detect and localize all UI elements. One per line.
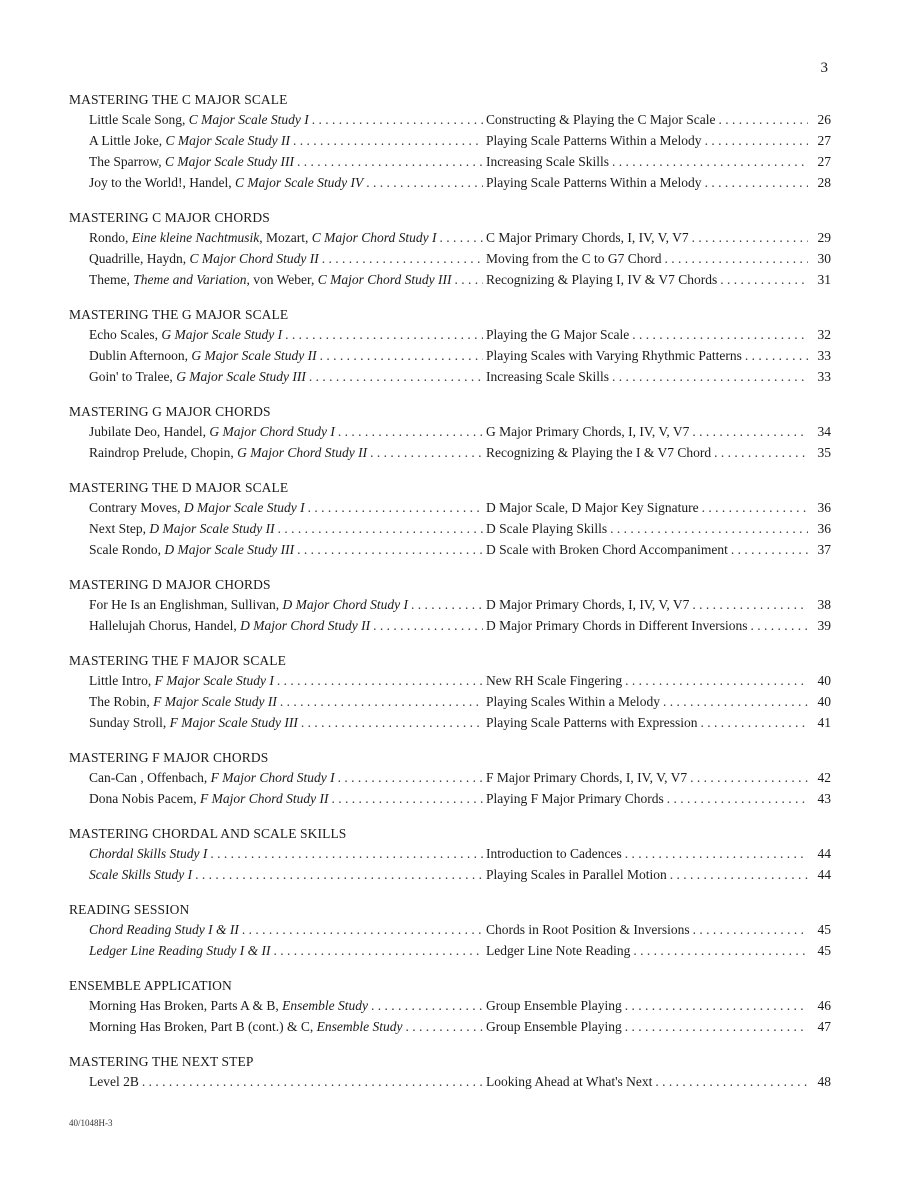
entry-page-number: 34 bbox=[817, 424, 831, 439]
entry-page-number: 44 bbox=[817, 846, 831, 861]
toc-entry bbox=[69, 1071, 831, 1092]
toc-entry bbox=[69, 248, 831, 269]
entry-study-name: G Major Chord Study II bbox=[237, 445, 368, 460]
entry-page-number: 39 bbox=[817, 618, 831, 633]
dot-leader bbox=[700, 712, 808, 733]
entry-page-number: 40 bbox=[817, 673, 831, 688]
entry-description-column bbox=[486, 151, 831, 172]
entry-page-number: 33 bbox=[817, 369, 831, 384]
entry-title: Dublin Afternoon, G Major Scale Study II bbox=[89, 348, 317, 363]
entry-study-name: Scale Skills Study I bbox=[89, 867, 193, 882]
entry-description-column bbox=[486, 788, 831, 809]
dot-leader bbox=[373, 615, 483, 636]
entry-description: D Major Primary Chords, I, IV, V, V7 bbox=[486, 597, 690, 612]
toc-section bbox=[69, 90, 831, 193]
toc-section bbox=[69, 208, 831, 290]
entry-title: Quadrille, Haydn, C Major Chord Study II bbox=[89, 251, 319, 266]
toc-entry bbox=[69, 1016, 831, 1037]
entry-description-column bbox=[486, 518, 831, 539]
entry-description-column bbox=[486, 1016, 831, 1037]
entry-title-column bbox=[69, 130, 486, 151]
entry-study-name: Ensemble Study bbox=[316, 1019, 403, 1034]
entry-title-column bbox=[69, 1071, 486, 1092]
toc-entry bbox=[69, 227, 831, 248]
dot-leader bbox=[625, 843, 808, 864]
entry-description-column bbox=[486, 995, 831, 1016]
toc-entry bbox=[69, 366, 831, 387]
entry-description: F Major Primary Chords, I, IV, V, V7 bbox=[486, 770, 688, 785]
entry-title: Scale Rondo, D Major Scale Study III bbox=[89, 542, 295, 557]
entry-page-number: 31 bbox=[817, 272, 831, 287]
entry-title-column bbox=[69, 1016, 486, 1037]
entry-description: D Scale Playing Skills bbox=[486, 521, 608, 536]
dot-leader bbox=[297, 539, 483, 560]
entry-page-number: 42 bbox=[817, 770, 831, 785]
entry-description: D Major Scale, D Major Key Signature bbox=[486, 500, 699, 515]
entry-description-column bbox=[486, 109, 831, 130]
entry-title-column bbox=[69, 670, 486, 691]
entry-study-name: F Major Chord Study II bbox=[199, 791, 329, 806]
entry-title-column bbox=[69, 366, 486, 387]
entry-page-number: 37 bbox=[817, 542, 831, 557]
toc-entry bbox=[69, 269, 831, 290]
entry-study-name: D Major Scale Study I bbox=[183, 500, 305, 515]
dot-leader bbox=[731, 539, 808, 560]
entry-page-number: 28 bbox=[817, 175, 831, 190]
entry-page-number: 41 bbox=[817, 715, 831, 730]
entry-description-column bbox=[486, 539, 831, 560]
entry-description: D Major Primary Chords in Different Inversions bbox=[486, 618, 748, 633]
toc-entry bbox=[69, 497, 831, 518]
dot-leader bbox=[625, 670, 808, 691]
toc-entry bbox=[69, 864, 831, 885]
dot-leader bbox=[195, 864, 483, 885]
entry-study-name: C Major Scale Study I bbox=[188, 112, 309, 127]
toc-section bbox=[69, 1052, 831, 1092]
dot-leader bbox=[142, 1071, 483, 1092]
dot-leader bbox=[612, 366, 808, 387]
entry-study-name: F Major Scale Study II bbox=[153, 694, 277, 709]
entry-study-name: D Major Scale Study III bbox=[164, 542, 295, 557]
dot-leader bbox=[331, 788, 483, 809]
entry-description: Playing Scales with Varying Rhythmic Patterns bbox=[486, 348, 742, 363]
entry-page-number: 38 bbox=[817, 597, 831, 612]
dot-leader bbox=[705, 172, 808, 193]
dot-leader bbox=[610, 518, 808, 539]
dot-leader bbox=[750, 615, 808, 636]
toc-entry bbox=[69, 324, 831, 345]
dot-leader bbox=[312, 109, 483, 130]
entry-title: Dona Nobis Pacem, F Major Chord Study II bbox=[89, 791, 329, 806]
toc-section bbox=[69, 402, 831, 463]
entry-title-column bbox=[69, 518, 486, 539]
entry-title-column bbox=[69, 995, 486, 1016]
dot-leader bbox=[663, 691, 808, 712]
entry-title-column bbox=[69, 843, 486, 864]
entry-description-column bbox=[486, 497, 831, 518]
entry-description: Moving from the C to G7 Chord bbox=[486, 251, 662, 266]
dot-leader bbox=[297, 151, 483, 172]
entry-description: Playing Scale Patterns with Expression bbox=[486, 715, 698, 730]
entry-title bbox=[89, 843, 207, 864]
dot-leader bbox=[210, 843, 483, 864]
entry-study-name: G Major Scale Study III bbox=[176, 369, 306, 384]
entry-description-column bbox=[486, 1071, 831, 1092]
entry-title: Sunday Stroll, F Major Scale Study III bbox=[89, 715, 298, 730]
entry-study-name: D Major Chord Study I bbox=[282, 597, 408, 612]
dot-leader bbox=[692, 227, 808, 248]
entry-page-number: 35 bbox=[817, 445, 831, 460]
entry-page-number: 30 bbox=[817, 251, 831, 266]
entry-italic-title: Theme and Variation bbox=[133, 272, 247, 287]
entry-description: Group Ensemble Playing bbox=[486, 998, 622, 1013]
toc-entry bbox=[69, 670, 831, 691]
entry-description: Playing Scale Patterns Within a Melody bbox=[486, 175, 702, 190]
entry-title-column bbox=[69, 767, 486, 788]
section-title: MASTERING F MAJOR CHORDS bbox=[69, 750, 269, 765]
entry-title: Goin' to Tralee, G Major Scale Study III bbox=[89, 369, 306, 384]
entry-study-name: Ledger Line Reading Study I & II bbox=[89, 943, 271, 958]
entry-study-name: C Major Scale Study IV bbox=[235, 175, 364, 190]
entry-description-column bbox=[486, 864, 831, 885]
toc-section bbox=[69, 976, 831, 1037]
entry-page-number: 47 bbox=[817, 1019, 831, 1034]
entry-title-column bbox=[69, 109, 486, 130]
section-title: MASTERING THE F MAJOR SCALE bbox=[69, 653, 286, 668]
entry-description-column bbox=[486, 670, 831, 691]
entry-title-column bbox=[69, 324, 486, 345]
dot-leader bbox=[454, 269, 483, 290]
dot-leader bbox=[625, 995, 808, 1016]
dot-leader bbox=[338, 767, 483, 788]
entry-description-column bbox=[486, 248, 831, 269]
entry-title-column bbox=[69, 615, 486, 636]
page-number: 3 bbox=[820, 60, 828, 76]
entry-description: Playing the G Major Scale bbox=[486, 327, 630, 342]
dot-leader bbox=[338, 421, 483, 442]
toc-entry bbox=[69, 940, 831, 961]
entry-page-number: 48 bbox=[817, 1074, 831, 1089]
entry-title-column bbox=[69, 421, 486, 442]
entry-description: Chords in Root Position & Inversions bbox=[486, 922, 690, 937]
dot-leader bbox=[718, 109, 808, 130]
dot-leader bbox=[693, 919, 808, 940]
toc-entry bbox=[69, 995, 831, 1016]
entry-description: Introduction to Cadences bbox=[486, 846, 622, 861]
entry-title: The Sparrow, C Major Scale Study III bbox=[89, 154, 294, 169]
entry-study-name: G Major Scale Study II bbox=[191, 348, 317, 363]
entry-title-column bbox=[69, 248, 486, 269]
dot-leader bbox=[370, 442, 483, 463]
entry-page-number: 40 bbox=[817, 694, 831, 709]
toc-section bbox=[69, 575, 831, 636]
dot-leader bbox=[702, 497, 808, 518]
entry-title-column bbox=[69, 864, 486, 885]
entry-page-number: 26 bbox=[817, 112, 831, 127]
entry-description-column bbox=[486, 615, 831, 636]
entry-title: A Little Joke, C Major Scale Study II bbox=[89, 133, 290, 148]
entry-title: Morning Has Broken, Part B (cont.) & C, Ensemble Study bbox=[89, 1019, 403, 1034]
dot-leader bbox=[371, 995, 483, 1016]
entry-page-number: 32 bbox=[817, 327, 831, 342]
entry-title-column bbox=[69, 594, 486, 615]
entry-description-column bbox=[486, 269, 831, 290]
dot-leader bbox=[285, 324, 483, 345]
section-title: MASTERING CHORDAL AND SCALE SKILLS bbox=[69, 826, 347, 841]
dot-leader bbox=[366, 172, 483, 193]
toc-entry bbox=[69, 518, 831, 539]
entry-page-number: 33 bbox=[817, 348, 831, 363]
entry-page-number: 45 bbox=[817, 943, 831, 958]
entry-description-column bbox=[486, 919, 831, 940]
entry-study-name: Ensemble Study bbox=[282, 998, 368, 1013]
section-title: MASTERING THE G MAJOR SCALE bbox=[69, 307, 289, 322]
entry-description: Recognizing & Playing I, IV & V7 Chords bbox=[486, 272, 718, 287]
entry-title-column bbox=[69, 691, 486, 712]
entry-description-column bbox=[486, 227, 831, 248]
entry-title-column bbox=[69, 919, 486, 940]
dot-leader bbox=[439, 227, 483, 248]
entry-study-name: Chord Reading Study I & II bbox=[89, 922, 239, 937]
footer-code: 40/1048H-3 bbox=[69, 1118, 113, 1128]
entry-title-column bbox=[69, 940, 486, 961]
dot-leader bbox=[273, 940, 483, 961]
dot-leader bbox=[655, 1071, 808, 1092]
toc-entry bbox=[69, 442, 831, 463]
entry-title: Morning Has Broken, Parts A & B, Ensemble Study bbox=[89, 998, 368, 1013]
toc-entry bbox=[69, 615, 831, 636]
dot-leader bbox=[667, 788, 808, 809]
entry-description: G Major Primary Chords, I, IV, V, V7 bbox=[486, 424, 690, 439]
entry-study-name: C Major Chord Study III bbox=[317, 272, 452, 287]
entry-page-number: 44 bbox=[817, 867, 831, 882]
toc-entry bbox=[69, 172, 831, 193]
entry-study-name: Chordal Skills Study I bbox=[89, 846, 208, 861]
entry-study-name: C Major Scale Study III bbox=[164, 154, 294, 169]
toc-entry bbox=[69, 345, 831, 366]
entry-title-column bbox=[69, 269, 486, 290]
dot-leader bbox=[633, 940, 808, 961]
entry-description: Recognizing & Playing the I & V7 Chord bbox=[486, 445, 712, 460]
entry-title: Rondo, Eine kleine Nachtmusik, Mozart, C Major Chord Study I bbox=[89, 230, 437, 245]
entry-description: D Scale with Broken Chord Accompaniment bbox=[486, 542, 728, 557]
dot-leader bbox=[720, 269, 808, 290]
entry-title bbox=[89, 864, 192, 885]
entry-title-column bbox=[69, 172, 486, 193]
entry-title: Hallelujah Chorus, Handel, D Major Chord Study II bbox=[89, 618, 371, 633]
toc-section bbox=[69, 651, 831, 733]
toc-entry bbox=[69, 788, 831, 809]
dot-leader bbox=[278, 518, 483, 539]
dot-leader bbox=[308, 497, 483, 518]
entry-page-number: 29 bbox=[817, 230, 831, 245]
toc-entry bbox=[69, 594, 831, 615]
entry-description-column bbox=[486, 843, 831, 864]
dot-leader bbox=[405, 1016, 483, 1037]
entry-title-column bbox=[69, 712, 486, 733]
entry-title: For He Is an Englishman, Sullivan, D Major Chord Study I bbox=[89, 597, 408, 612]
entry-study-name: G Major Scale Study I bbox=[161, 327, 283, 342]
entry-description-column bbox=[486, 345, 831, 366]
entry-title-column bbox=[69, 788, 486, 809]
dot-leader bbox=[692, 421, 808, 442]
entry-study-name: D Major Scale Study II bbox=[149, 521, 275, 536]
entry-description: New RH Scale Fingering bbox=[486, 673, 623, 688]
dot-leader bbox=[277, 670, 483, 691]
entry-title bbox=[89, 919, 239, 940]
entry-title: The Robin, F Major Scale Study II bbox=[89, 694, 277, 709]
toc-entry bbox=[69, 843, 831, 864]
toc-entry bbox=[69, 539, 831, 560]
dot-leader bbox=[690, 767, 808, 788]
toc-section bbox=[69, 824, 831, 885]
entry-study-name: F Major Scale Study I bbox=[154, 673, 274, 688]
dot-leader bbox=[320, 345, 483, 366]
entry-description-column bbox=[486, 940, 831, 961]
entry-study-name: C Major Scale Study II bbox=[165, 133, 290, 148]
entry-title-column bbox=[69, 539, 486, 560]
dot-leader bbox=[242, 919, 483, 940]
entry-description-column bbox=[486, 767, 831, 788]
entry-page-number: 27 bbox=[817, 154, 831, 169]
entry-study-name: C Major Chord Study I bbox=[311, 230, 437, 245]
entry-description: Constructing & Playing the C Major Scale bbox=[486, 112, 716, 127]
toc-entry bbox=[69, 712, 831, 733]
dot-leader bbox=[301, 712, 483, 733]
entry-title: Contrary Moves, D Major Scale Study I bbox=[89, 500, 305, 515]
entry-description-column bbox=[486, 130, 831, 151]
table-of-contents bbox=[69, 90, 831, 1107]
entry-title bbox=[89, 940, 270, 961]
entry-page-number: 27 bbox=[817, 133, 831, 148]
section-title: MASTERING THE NEXT STEP bbox=[69, 1054, 254, 1069]
entry-description: Increasing Scale Skills bbox=[486, 154, 609, 169]
entry-page-number: 46 bbox=[817, 998, 831, 1013]
entry-title: Echo Scales, G Major Scale Study I bbox=[89, 327, 283, 342]
entry-title-column bbox=[69, 151, 486, 172]
toc-section bbox=[69, 900, 831, 961]
entry-title-column bbox=[69, 345, 486, 366]
dot-leader bbox=[632, 324, 808, 345]
entry-title-column bbox=[69, 442, 486, 463]
entry-description-column bbox=[486, 324, 831, 345]
entry-description-column bbox=[486, 594, 831, 615]
entry-study-name: D Major Chord Study II bbox=[240, 618, 371, 633]
dot-leader bbox=[692, 594, 808, 615]
dot-leader bbox=[665, 248, 809, 269]
entry-title: Jubilate Deo, Handel, G Major Chord Study I bbox=[89, 424, 335, 439]
entry-title: Can-Can , Offenbach, F Major Chord Study I bbox=[89, 770, 335, 785]
toc-section bbox=[69, 478, 831, 560]
entry-description-column bbox=[486, 442, 831, 463]
entry-page-number: 43 bbox=[817, 791, 831, 806]
toc-section bbox=[69, 305, 831, 387]
entry-page-number: 45 bbox=[817, 922, 831, 937]
entry-description-column bbox=[486, 421, 831, 442]
dot-leader bbox=[745, 345, 808, 366]
entry-page-number: 36 bbox=[817, 521, 831, 536]
entry-title: Joy to the World!, Handel, C Major Scale Study IV bbox=[89, 175, 364, 190]
entry-description: Playing Scale Patterns Within a Melody bbox=[486, 133, 702, 148]
entry-title: Little Scale Song, C Major Scale Study I bbox=[89, 112, 309, 127]
entry-title: Little Intro, F Major Scale Study I bbox=[89, 673, 274, 688]
section-title: MASTERING C MAJOR CHORDS bbox=[69, 210, 270, 225]
entry-description: Playing Scales Within a Melody bbox=[486, 694, 660, 709]
entry-study-name: F Major Chord Study I bbox=[210, 770, 335, 785]
toc-entry bbox=[69, 421, 831, 442]
entry-title-column bbox=[69, 227, 486, 248]
dot-leader bbox=[280, 691, 483, 712]
entry-study-name: F Major Scale Study III bbox=[169, 715, 298, 730]
section-title: MASTERING D MAJOR CHORDS bbox=[69, 577, 271, 592]
entry-title: Theme, Theme and Variation, von Weber, C Major Chord Study III bbox=[89, 272, 452, 287]
entry-description: Playing F Major Primary Chords bbox=[486, 791, 664, 806]
entry-description-column bbox=[486, 366, 831, 387]
section-title: MASTERING THE C MAJOR SCALE bbox=[69, 92, 288, 107]
entry-description: Playing Scales in Parallel Motion bbox=[486, 867, 667, 882]
dot-leader bbox=[612, 151, 808, 172]
dot-leader bbox=[670, 864, 808, 885]
toc-entry bbox=[69, 919, 831, 940]
entry-title: Next Step, D Major Scale Study II bbox=[89, 521, 275, 536]
entry-title-column bbox=[69, 497, 486, 518]
dot-leader bbox=[411, 594, 483, 615]
entry-title: Raindrop Prelude, Chopin, G Major Chord Study II bbox=[89, 445, 368, 460]
entry-study-name: C Major Chord Study II bbox=[189, 251, 319, 266]
entry-page-number: 36 bbox=[817, 500, 831, 515]
toc-section bbox=[69, 748, 831, 809]
toc-entry bbox=[69, 691, 831, 712]
entry-italic-title: Eine kleine Nachtmusik bbox=[131, 230, 260, 245]
toc-entry bbox=[69, 130, 831, 151]
dot-leader bbox=[705, 130, 808, 151]
entry-description-column bbox=[486, 172, 831, 193]
dot-leader bbox=[714, 442, 808, 463]
section-title: READING SESSION bbox=[69, 902, 190, 917]
section-title: MASTERING G MAJOR CHORDS bbox=[69, 404, 271, 419]
toc-entry bbox=[69, 109, 831, 130]
toc-entry bbox=[69, 767, 831, 788]
dot-leader bbox=[309, 366, 483, 387]
section-title: MASTERING THE D MAJOR SCALE bbox=[69, 480, 289, 495]
entry-title: Level 2B bbox=[89, 1074, 139, 1089]
entry-description: Ledger Line Note Reading bbox=[486, 943, 631, 958]
entry-description-column bbox=[486, 712, 831, 733]
entry-description-column bbox=[486, 691, 831, 712]
entry-study-name: G Major Chord Study I bbox=[209, 424, 335, 439]
section-title: ENSEMBLE APPLICATION bbox=[69, 978, 232, 993]
entry-description: C Major Primary Chords, I, IV, V, V7 bbox=[486, 230, 689, 245]
dot-leader bbox=[322, 248, 483, 269]
entry-description: Group Ensemble Playing bbox=[486, 1019, 622, 1034]
dot-leader bbox=[293, 130, 483, 151]
entry-description: Looking Ahead at What's Next bbox=[486, 1074, 653, 1089]
entry-description: Increasing Scale Skills bbox=[486, 369, 609, 384]
toc-entry bbox=[69, 151, 831, 172]
dot-leader bbox=[625, 1016, 808, 1037]
